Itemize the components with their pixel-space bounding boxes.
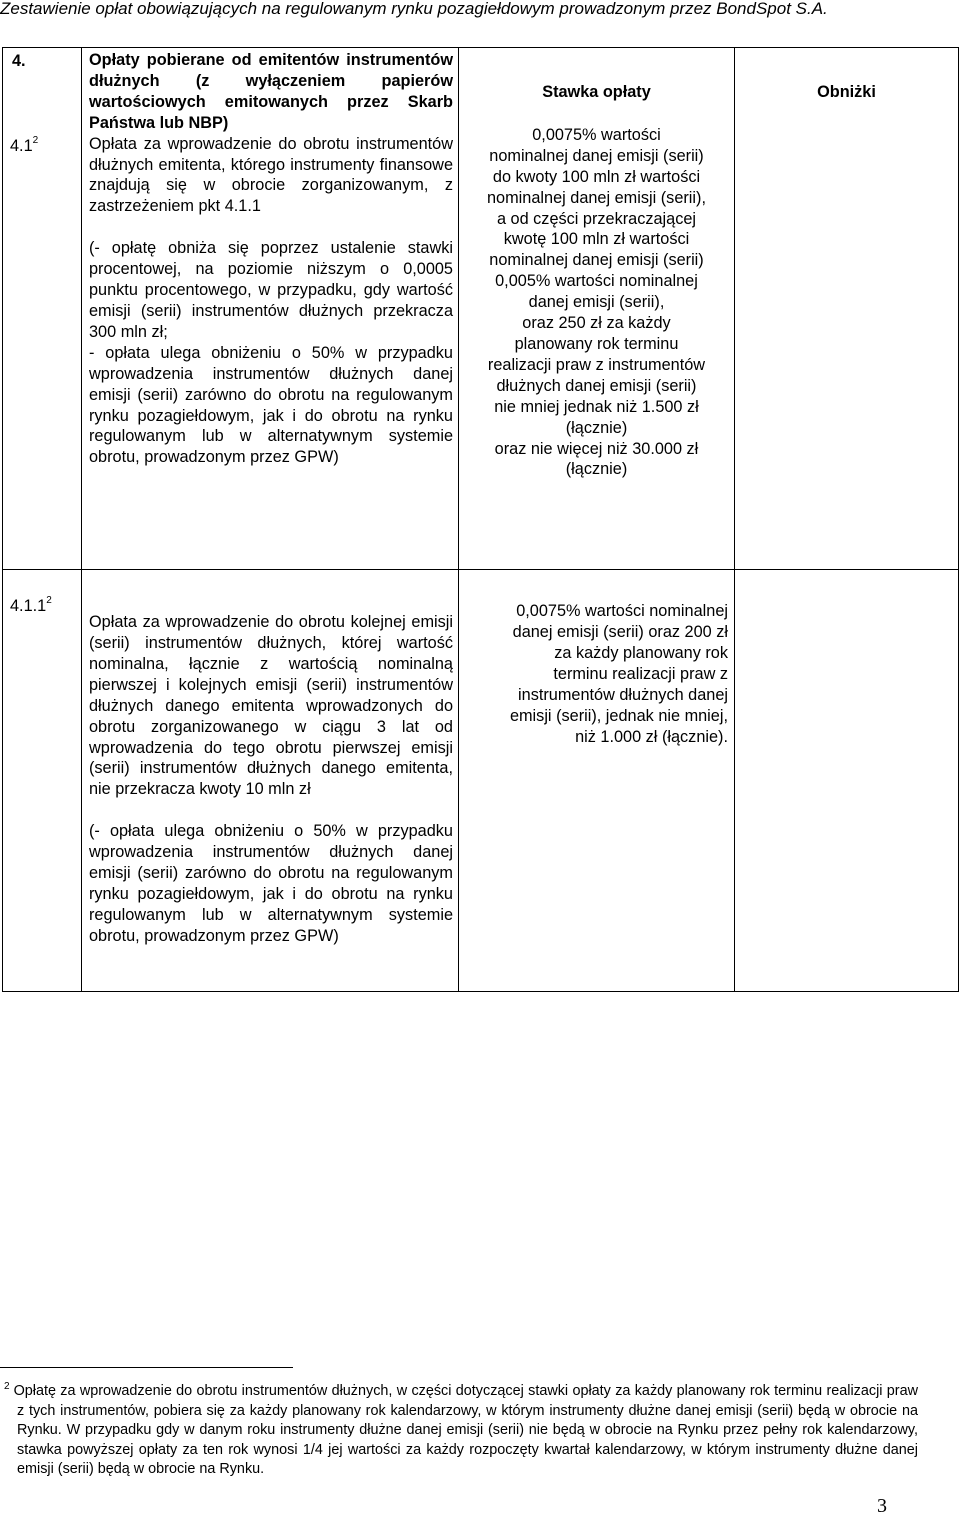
item-note: (- opłatę obniża się poprzez ustalenie stawki procentowej, na poziomie niższym o 0,0005 punktu procentowego, w przypadku, gdy wartość emisji (serii) instrumentów dłużnych przekracza 300 mln zł; <box>89 239 453 341</box>
rate-line: dłużnych danej emisji (serii) <box>496 376 697 395</box>
rate-line: nominalnej danej emisji (serii) <box>489 146 704 165</box>
description-cell <box>82 48 459 570</box>
section-heading: Opłaty pobierane od emitentów instrumentów dłużnych (z wyłączeniem papierów wartościowych emitowanych przez Skarb Państwa lub NBP) <box>89 51 453 132</box>
rate-line: planowany rok terminu <box>514 334 679 353</box>
rate-line: 0,005% wartości nominalnej <box>495 272 698 291</box>
item-description: Opłata za wprowadzenie do obrotu kolejnej emisji (serii) instrumentów dłużnych, której wartość nominalna, łącznie z wartością nominalną pierwszej i kolejnych emisji (serii) instrumentów dłużnych danego emitenta wprowadzonych do obrotu zorganizowanego w ciągu 3 lat od wprowadzenia do tego obrotu pierwszej emisji (serii) instrumentów dłużnych danego emitenta, nie przekracza kwoty 10 mln zł <box>89 613 453 799</box>
item-number <box>3 136 81 157</box>
page-number: 3 <box>877 1495 887 1517</box>
rate-line: nominalnej danej emisji (serii) <box>489 251 704 270</box>
item-note: - opłata ulega obniżeniu o 50% w przypadku wprowadzenia instrumentów dłużnych danej emisji (serii) zarówno do obrotu na regulowanym rynku pozagiełdowym, jak i do obrotu na rynku regulowanym lub w alternatywnym systemie obrotu, prowadzonym przez GPW) <box>89 343 453 467</box>
item-note: (- opłata ulega obniżeniu o 50% w przypadku wprowadzenia instrumentów dłużnych danej emisji (serii) zarówno do obrotu na regulowanym rynku pozagiełdowym, jak i do obrotu na rynku regulowanym lub w alternatywnym systemie obrotu, prowadzonym przez GPW) <box>89 822 453 945</box>
rate-line: terminu realizacji praw z <box>553 664 728 683</box>
rate-line: nominalnej danej emisji (serii), <box>487 188 706 207</box>
footnote-text: Opłatę za wprowadzenie do obrotu instrumentów dłużnych, w części dotyczącej stawki opłaty za każdy planowany rok terminu realizacji praw z tych instrumentów, pobiera się za każdy planowany rok kalendarzowy, w którym instrumenty dłużne danej emisji (serii) będą w obrocie na Rynku. W przypadku gdy w danym roku instrumenty dłużne danej emisji (serii) nie będą w obrocie na Rynku przez pełny rok kalendarzowy, stawka powyższej opłaty za ten rok wynosi 1/4 jej wartości za każdy rozpoczęty kwartał kalendarzowy, w którym instrumenty dłużne danej emisji (serii) będą w obrocie na Rynku. <box>13 1383 918 1478</box>
item-number <box>3 570 81 617</box>
item-number-text: 4.1.1 <box>10 597 47 616</box>
rate-line: emisji (serii), jednak nie mniej, <box>509 706 728 725</box>
discount-column-header: Obniżki <box>817 83 876 101</box>
footnote-marker: 2 <box>4 1381 10 1392</box>
rate-line: danej emisji (serii) oraz 200 zł <box>512 623 728 641</box>
footnote <box>0 1377 918 1480</box>
rate-line: 0,0075% wartości nominalnej <box>516 602 728 621</box>
rate-line: oraz 250 zł za każdy <box>522 314 671 333</box>
footnote-ref: 2 <box>46 595 52 607</box>
rate-line: (łącznie) <box>565 460 628 479</box>
rate-line: kwotę 100 mln zł wartości <box>503 230 690 249</box>
rate-line: (łącznie) <box>565 418 628 437</box>
rate-line: realizacji praw z instrumentów <box>487 355 706 374</box>
item-description: Opłata za wprowadzenie do obrotu instrumentów dłużnych emitenta, którego instrumenty finansowe znajdują się w obrocie zorganizowanym, z zastrzeżeniem pkt 4.1.1 <box>89 134 453 216</box>
section-number: 4. <box>12 52 26 70</box>
table-row <box>3 48 959 570</box>
description-cell <box>82 570 459 992</box>
rate-text <box>459 570 734 747</box>
rate-cell <box>459 48 735 570</box>
rate-line: niż 1.000 zł (łącznie). <box>575 727 728 746</box>
fee-table <box>2 47 959 992</box>
item-number-text: 4.1 <box>10 136 33 155</box>
footnote-separator <box>0 1367 293 1368</box>
discount-cell <box>735 48 959 570</box>
running-header <box>0 0 960 19</box>
footnote-body <box>0 1377 918 1480</box>
rate-line: danej emisji (serii), <box>528 293 665 312</box>
table-row <box>3 570 959 992</box>
rate-line: a od części przekraczającej <box>496 209 697 228</box>
rate-line: nie mniej jednak niż 1.500 zł <box>494 397 699 416</box>
row-number-cell <box>3 48 82 570</box>
rate-cell <box>459 570 735 992</box>
discount-cell <box>735 570 959 992</box>
rate-line: 0,0075% wartości <box>532 125 661 144</box>
rate-column-header: Stawka opłaty <box>542 83 651 101</box>
running-header-title: Zestawienie opłat obowiązujących na regulowanym rynku pozagiełdowym prowadzonym przez BondSpot S.A. <box>0 0 828 18</box>
rate-line: do kwoty 100 mln zł wartości <box>492 167 701 186</box>
row-number-cell <box>3 570 82 992</box>
rate-line: instrumentów dłużnych danej <box>518 685 728 704</box>
rate-line: za każdy planowany rok <box>554 643 728 662</box>
rate-line: oraz nie więcej niż 30.000 zł <box>494 439 699 458</box>
footnote-ref: 2 <box>32 134 39 146</box>
rate-text <box>459 103 734 480</box>
